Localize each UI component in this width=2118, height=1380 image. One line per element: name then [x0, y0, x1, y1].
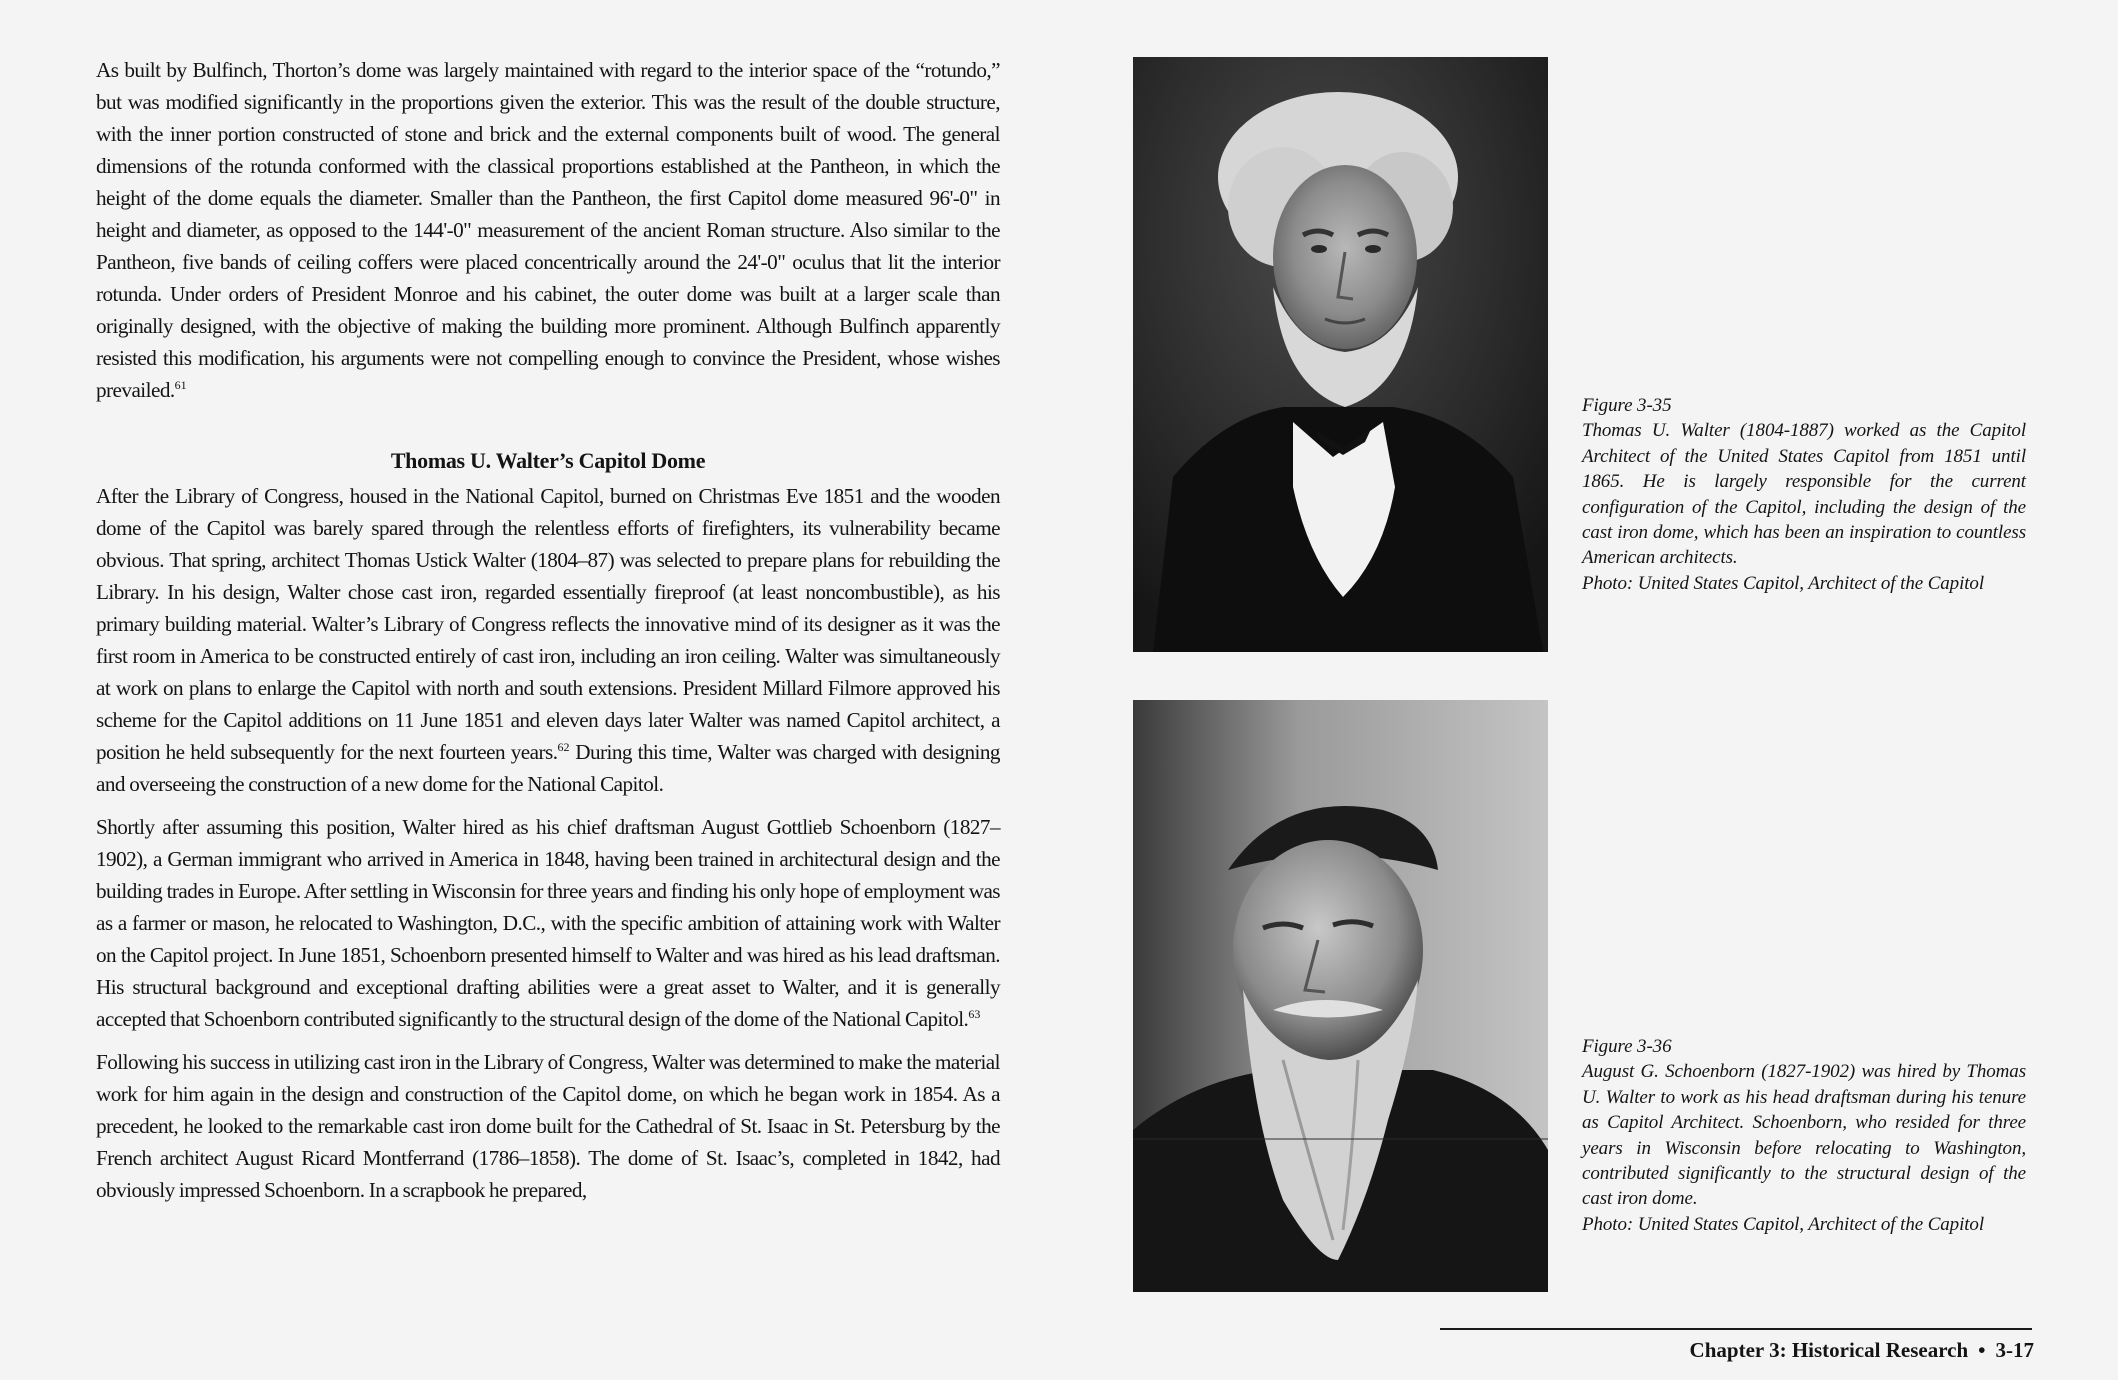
portrait-photo-walter	[1133, 57, 1548, 652]
figure-3-36-credit: Photo: United States Capitol, Architect of the Capitol	[1582, 1213, 1985, 1235]
figure-3-35-label: Figure 3-35	[1582, 395, 1672, 416]
figure-3-36-caption	[1582, 1034, 2026, 1237]
portrait-photo-schoenborn	[1133, 700, 1548, 1292]
main-text-column	[96, 54, 1000, 1217]
footnote-ref-62: 62	[557, 740, 570, 754]
section-heading: Thomas U. Walter’s Capitol Dome	[390, 448, 706, 473]
footer-chapter-title: Chapter 3: Historical Research	[1689, 1338, 1969, 1362]
paragraph-library-fire: After the Library of Congress, housed in the National Capitol, burned on Christmas Eve 1851 and the wooden dome of the Capitol was barely spared through the relentless efforts of firefighters, its vulnerability became obvious. That spring, architect Thomas Ustick Walter (1804–87) was selected to prepare plans for rebuilding the Library. In his design, Walter chose cast iron, regarded essentially fireproof (at least noncombustible), as his primary building material. Walter’s Library of Congress reflects the innovative mind of its designer as it was the first room in America to be constructed entirely of cast iron, including an iron ceiling. Walter was simultaneously at work on plans to enlarge the Capitol with north and south extensions. President Millard Filmore approved his scheme for the Capitol additions on 11 June 1851 and eleven days later Walter was named Capitol architect, a position he held subsequently for the next fourteen years.$^{62}$ During this time, Walter was charged with designing and overseeing the construction of a new dome for the National Capitol.	[96, 484, 1000, 796]
paragraph-schoenborn: Shortly after assuming this position, Walter hired as his chief draftsman August Gottlieb Schoenborn (1827–1902), a German immigrant who arrived in America in 1848, having been trained in architectural design and the building trades in Europe. After settling in Wisconsin for three years and finding his only hope of employment was as a farmer or mason, he relocated to Washington, D.C., with the specific ambition of attaining work with Walter on the Capitol project. In June 1851, Schoenborn presented himself to Walter and was hired as his lead draftsman. His structural background and exceptional drafting abilities were a great asset to Walter, and it is generally accepted that Schoenborn contributed significantly to the structural design of the dome of the National Capitol.$^{63}$	[96, 815, 1000, 1031]
footnote-ref-63: 63	[968, 1007, 981, 1021]
figure-3-35-caption	[1582, 393, 2026, 596]
footer-rule	[1440, 1328, 2032, 1330]
page-footer	[1690, 1336, 2034, 1364]
portrait-schoenborn-image	[1133, 700, 1548, 1292]
figure-3-36-text: August G. Schoenborn (1827-1902) was hired by Thomas U. Walter to work as his head draftsman during his tenure as Capitol Architect. Schoenborn, who resided for three years in Wisconsin before relocating to Washington, contributed significantly to the structural design of the cast iron dome.	[1582, 1061, 2026, 1210]
footer-page-number: 3-17	[1995, 1338, 2034, 1362]
figure-3-35-text: Thomas U. Walter (1804-1887) worked as the Capitol Architect of the United States Capitol from 1851 until 1865. He is largely responsible for the current configuration of the Capitol, including the design of the cast iron dome, which has been an inspiration to countless American architects.	[1582, 420, 2026, 569]
figure-3-35-credit: Photo: United States Capitol, Architect of the Capitol	[1582, 572, 1985, 594]
footnote-ref-61: 61	[174, 378, 187, 392]
paragraph-st-isaac: Following his success in utilizing cast iron in the Library of Congress, Walter was determined to make the material work for him again in the design and construction of the Capitol dome, on which he began work in 1854. As a precedent, he looked to the remarkable cast iron dome built for the Cathedral of St. Isaac in St. Petersburg by the French architect August Ricard Montferrand (1786–1858). The dome of St. Isaac’s, completed in 1842, had obviously impressed Schoenborn. In a scrapbook he prepared,	[96, 1050, 1000, 1202]
figure-3-36-label: Figure 3-36	[1582, 1036, 1672, 1057]
paragraph-bulfinch-dome: As built by Bulfinch, Thorton’s dome was largely maintained with regard to the interior space of the “rotundo,” but was modified significantly in the proportions given the exterior. This was the result of the double structure, with the inner portion constructed of stone and brick and the external components built of wood. The general dimensions of the rotunda conformed with the classical proportions established at the Pantheon, in which the height of the dome equals the diameter. Smaller than the Pantheon, the first Capitol dome measured 96'-0" in height and diameter, as opposed to the 144'-0" measurement of the ancient Roman structure. Also similar to the Pantheon, five bands of ceiling coffers were placed concentrically around the 24'-0" oculus that lit the interior rotunda. Under orders of President Monroe and his cabinet, the outer dome was built at a larger scale than originally designed, with the objective of making the building more prominent. Although Bulfinch apparently resisted this modification, his arguments were not compelling enough to convince the President, whose wishes prevailed.$^{61}$	[96, 58, 1000, 402]
footer-separator: •	[1978, 1338, 1986, 1362]
portrait-walter-image	[1133, 57, 1548, 652]
